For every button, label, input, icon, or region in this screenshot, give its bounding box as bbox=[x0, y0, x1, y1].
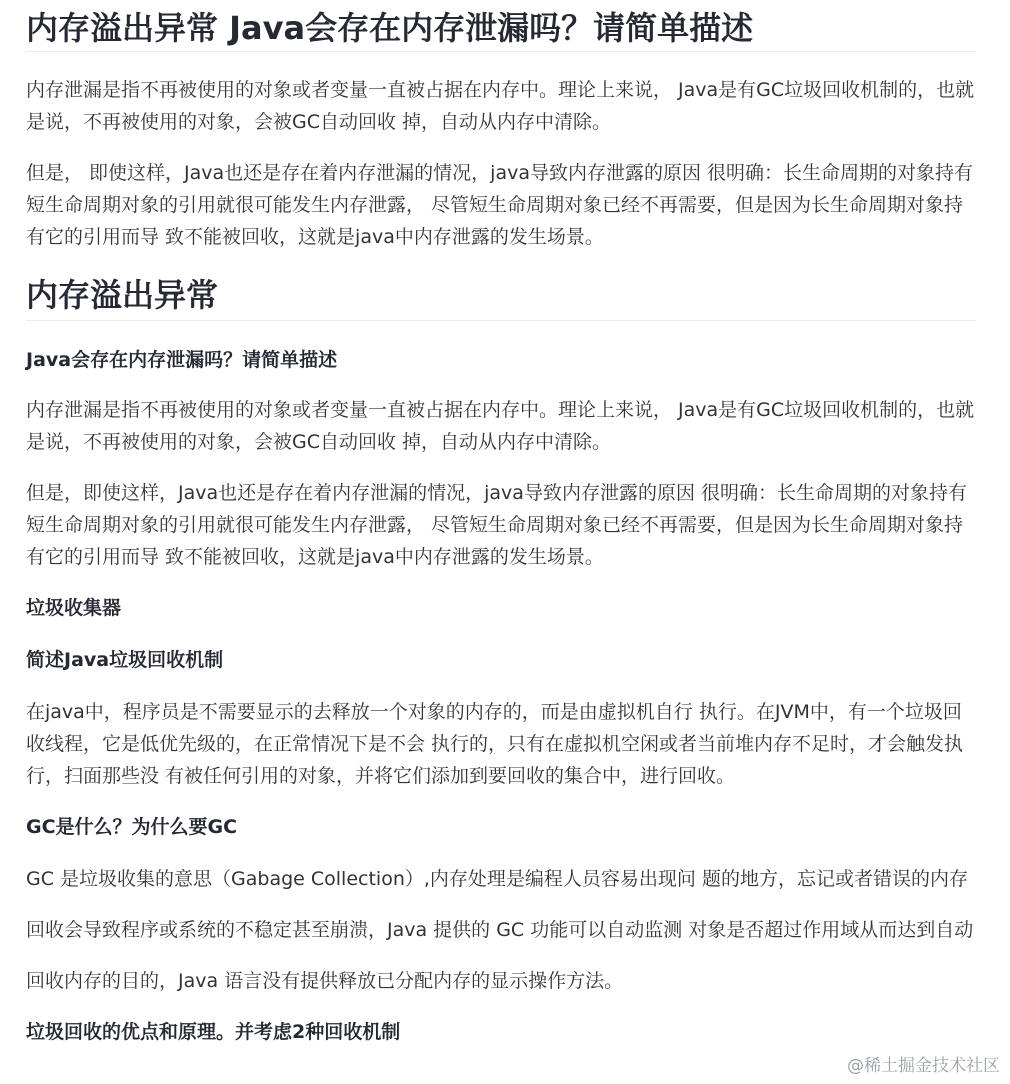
paragraph-leak-cause: 但是， 即使这样，Java也还是存在着内存泄漏的情况，java导致内存泄露的原因 很明确：长生命周期的对象持有短生命周期对象的引用就很可能发生内存泄露， 尽管短生命周期对象已经不再需要，但是因为长生命周期对象持有它的引用而导 致不能被回收，这就是java中内存泄露的发生场景。 bbox=[26, 162, 974, 248]
paragraph-gc-meaning: GC 是垃圾收集的意思（Gabage Collection）,内存处理是编程人员容易出现问 题的地方，忘记或者错误的内存 bbox=[26, 868, 968, 890]
watermark: @稀土掘金技术社区 bbox=[847, 1056, 1000, 1076]
subtitle-what-is-gc: GC是什么？为什么要GC bbox=[26, 816, 238, 838]
subtitle-gc-mechanism: 简述Java垃圾回收机制 bbox=[26, 649, 224, 671]
paragraph-gc-mechanism: 在java中，程序员是不需要显示的去释放一个对象的内存的，而是由虚拟机自行 执行。在JVM中，有一个垃圾回收线程，它是低优先级的，在正常情况下是不会 执行的，只有在虚拟机空闲或者当前堆内存不足时，才会触发执行，扫面那些没 有被任何引用的对象，并将它们添加到要回收的集合中，进行回收。 bbox=[26, 701, 964, 787]
article bbox=[26, 0, 976, 1068]
paragraph-gc-monitor: 回收会导致程序或系统的不稳定甚至崩溃，Java 提供的 GC 功能可以自动监测 对象是否超过作用域从而达到自动 bbox=[26, 919, 974, 941]
paragraph-leak-cause-repeat: 但是，即使这样，Java也还是存在着内存泄漏的情况，java导致内存泄露的原因 很明确：长生命周期的对象持有短生命周期对象的引用就很可能发生内存泄露， 尽管短生命周期对象已经不再需要，但是因为长生命周期对象持有它的引用而导 致不能被回收，这就是java中内存泄露的发生场景。 bbox=[26, 482, 967, 568]
subtitle-gc-advantages: 垃圾回收的优点和原理。并考虑2种回收机制 bbox=[26, 1021, 401, 1043]
paragraph-leak-definition-repeat: 内存泄漏是指不再被使用的对象或者变量一直被占据在内存中。理论上来说， Java是有GC垃圾回收机制的，也就是说，不再被使用的对象，会被GC自动回收 掉，自动从内存中清除。 bbox=[26, 399, 975, 453]
section-title-oom: 内存溢出异常 bbox=[26, 273, 976, 321]
paragraph-leak-definition: 内存泄漏是指不再被使用的对象或者变量一直被占据在内存中。理论上来说， Java是有GC垃圾回收机制的，也就是说，不再被使用的对象，会被GC自动回收 掉，自动从内存中清除。 bbox=[26, 79, 975, 133]
paragraph-gc-purpose: 回收内存的目的，Java 语言没有提供释放已分配内存的显示操作方法。 bbox=[26, 970, 624, 992]
subtitle-leak-question: Java会存在内存泄漏吗？请简单描述 bbox=[26, 349, 338, 371]
heading-garbage-collector: 垃圾收集器 bbox=[26, 597, 122, 619]
page-title: 内存溢出异常 Java会存在内存泄漏吗？请简单描述 bbox=[26, 0, 976, 52]
